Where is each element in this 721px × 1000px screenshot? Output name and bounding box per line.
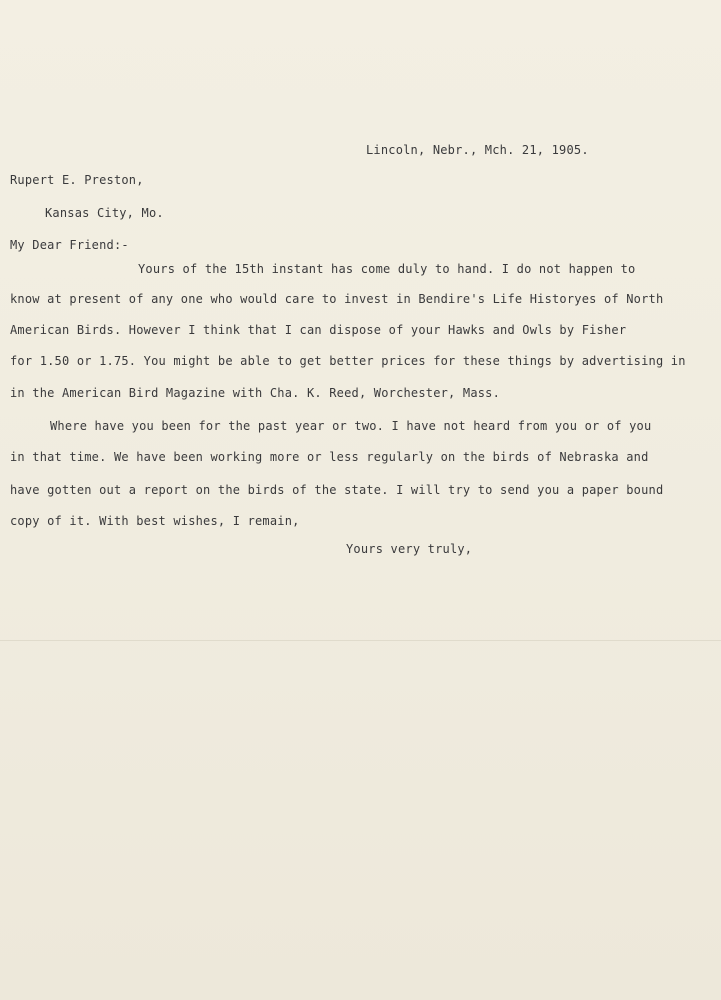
recipient-city: Kansas City, Mo.: [45, 206, 164, 220]
closing: Yours very truly,: [346, 542, 473, 556]
paragraph2-line: have gotten out a report on the birds of the state. I will try to send you a paper bound: [10, 483, 664, 497]
paragraph1-line: for 1.50 or 1.75. You might be able to get better prices for these things by advertising in: [10, 354, 686, 368]
salutation: My Dear Friend:-: [10, 238, 129, 252]
paragraph1-line: in the American Bird Magazine with Cha. K. Reed, Worchester, Mass.: [10, 386, 501, 400]
paragraph1-line: know at present of any one who would care to invest in Bendire's Life Historyes of North: [10, 292, 664, 306]
paragraph1-line: Yours of the 15th instant has come duly to hand. I do not happen to: [138, 262, 636, 276]
paragraph1-line: American Birds. However I think that I can dispose of your Hawks and Owls by Fisher: [10, 323, 627, 337]
dateline: Lincoln, Nebr., Mch. 21, 1905.: [366, 143, 589, 157]
paper-fold-line: [0, 640, 721, 641]
paragraph2-line: in that time. We have been working more or less regularly on the birds of Nebraska and: [10, 450, 649, 464]
paragraph2-line: copy of it. With best wishes, I remain,: [10, 514, 300, 528]
paragraph2-line: Where have you been for the past year or two. I have not heard from you or of you: [50, 419, 652, 433]
recipient-name: Rupert E. Preston,: [10, 173, 144, 187]
